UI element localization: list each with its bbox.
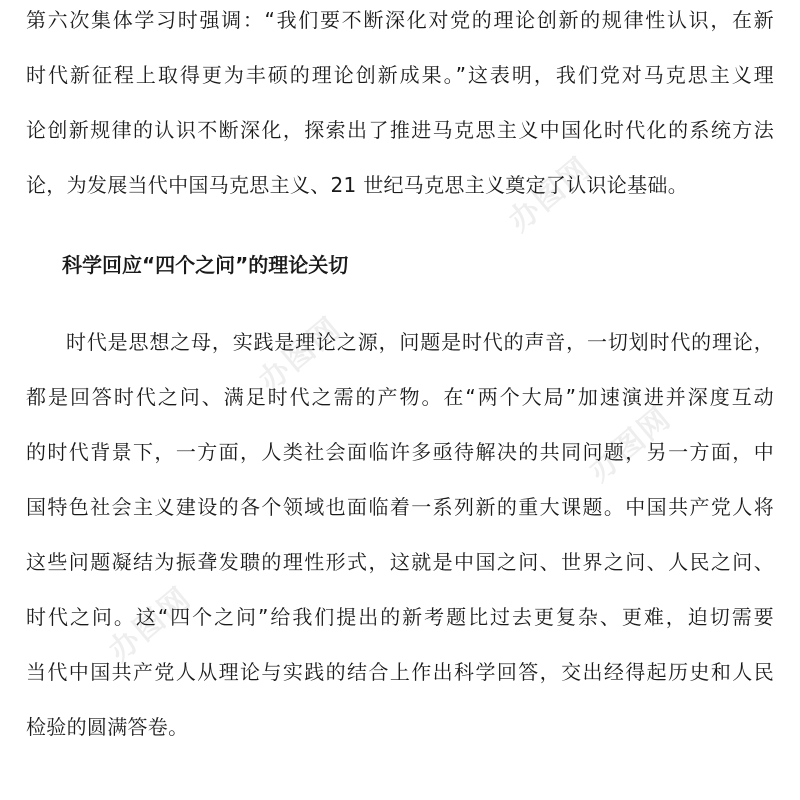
section-heading: 科学回应“四个之问”的理论关切 [62,253,349,277]
text-line: 检验的圆满答卷。 [26,715,189,739]
watermark: 办图网 [252,310,349,399]
text-line: 时代之问。这“四个之问”给我们提出的新考题比过去更复杂、更难，迫切需要 [26,605,774,629]
watermark: 办图网 [102,580,199,669]
text-line: 时代新征程上取得更为丰硕的理论创新成果。”这表明，我们党对马克思主义理 [26,63,774,87]
text-line: 时代是思想之母，实践是理论之源，问题是时代的声音，一切划时代的理论， [66,330,774,354]
text-line: 都是回答时代之问、满足时代之需的产物。在“两个大局”加速演进并深度互动 [26,385,774,409]
watermark: 办图网 [502,150,599,239]
text-line: 的时代背景下，一方面，人类社会面临许多亟待解决的共同问题，另一方面，中 [26,440,774,464]
text-line: 国特色社会主义建设的各个领域也面临着一系列新的重大课题。中国共产党人将 [26,495,774,519]
text-line: 第六次集体学习时强调：“我们要不断深化对党的理论创新的规律性认识，在新 [26,8,774,32]
text-line: 这些问题凝结为振聋发聩的理性形式，这就是中国之问、世界之问、人民之问、 [26,550,774,574]
text-line: 论创新规律的认识不断深化，探索出了推进马克思主义中国化时代化的系统方法 [26,118,774,142]
text-line: 当代中国共产党人从理论与实践的结合上作出科学回答，交出经得起历史和人民 [26,660,774,684]
text-line: 论，为发展当代中国马克思主义、21 世纪马克思主义奠定了认识论基础。 [26,173,689,197]
watermark: 办图网 [582,400,679,489]
